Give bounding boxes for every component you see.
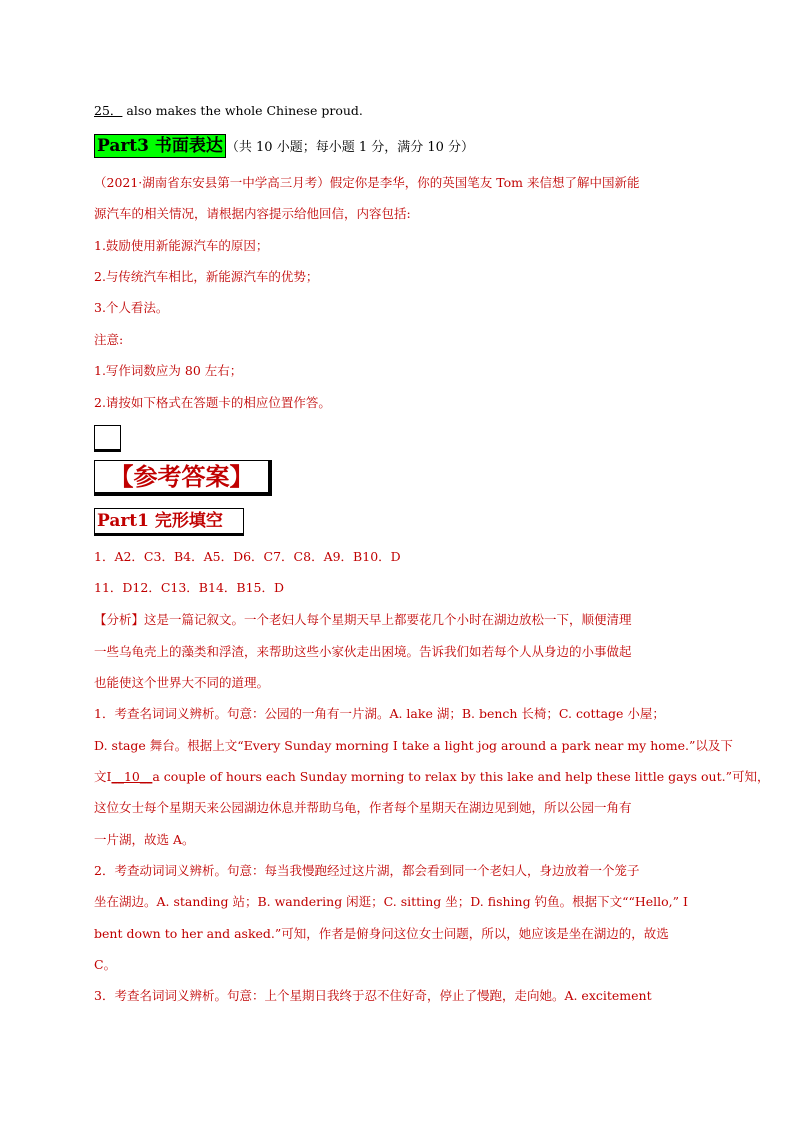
analysis-first-line [94,611,632,629]
explanation-line: 2．考查动词词义辨析。句意：每当我慢跑经过这片湖，都会看到同一个老妇人，身边放着一个笼子 [94,863,640,878]
analysis-text: 这是一篇记叙文。一个老妇人每个星期天早上都要花几个小时在湖边放松一下，顺便清理 [144,612,632,627]
explanation-line: D. stage 舞台。根据上文“Every Sunday morning I take a light jog around a park near my home.”以及下 [94,738,733,753]
explanation-line: C。 [94,957,117,972]
reference-answer-banner: 【参考答案】 [94,460,272,496]
question-text: also makes the whole Chinese proud. [122,103,363,118]
explanation-post: a couple of hours each Sunday morning to relax by this lake and help these little gays out.”可知， [152,769,770,784]
blank-10: __10__ [111,769,153,784]
explanation-pre: 文I [94,769,112,784]
part3-score-note: （共 10 小题；每小题 1 分，满分 10 分） [225,140,475,155]
empty-checkbox-box [94,425,121,452]
answer-key-line: 1．A2．C3．B4．A5．D6．C7．C8．A9．B10．D [94,549,401,564]
question-number: 25． [94,103,123,118]
explanation-line: bent down to her and asked.”可知，作者是俯身问这位女士问题，所以，她应该是坐在湖边的，故选 [94,926,669,941]
explanation-line-with-blank [94,768,770,786]
part1-title: Part1 完形填空 [94,508,244,536]
writing-prompt-line: （2021·湖南省东安县第一中学高三月考）假定你是李华，你的英国笔友 Tom 来信想了解中国新能 [94,175,640,190]
writing-prompt-line: 2.与传统汽车相比，新能源汽车的优势； [94,269,319,284]
analysis-line: 也能使这个世界大不同的道理。 [94,675,270,690]
explanation-line: 坐在湖边。A. standing 站；B. wandering 闲逛；C. sitting 坐；D. fishing 钓鱼。根据下文““Hello,” I [94,894,688,909]
writing-prompt-line: 1.写作词数应为 80 左右； [94,363,243,378]
analysis-line: 一些乌龟壳上的藻类和浮渣，来帮助这些小家伙走出困境。告诉我们如若每个人从身边的小事做起 [94,644,632,659]
writing-prompt-line: 注意: [94,332,124,347]
part3-label: Part3 书面表达 [94,134,226,158]
explanation-line: 3．考查名词词义辨析。句意：上个星期日我终于忍不住好奇，停止了慢跑，走向她。A. excitement [94,988,652,1003]
writing-prompt-line: 2.请按如下格式在答题卡的相应位置作答。 [94,395,331,410]
explanation-line: 这位女士每个星期天来公园湖边休息并帮助乌龟，作者每个星期天在湖边见到她，所以公园一角有 [94,800,632,815]
part3-heading [94,134,474,158]
explanation-line: 1．考查名词词义辨析。句意：公园的一角有一片湖。A. lake 湖；B. bench 长椅；C. cottage 小屋； [94,706,665,721]
question-25 [94,102,363,120]
explanation-line: 一片湖，故选 A。 [94,832,195,847]
answer-key-line: 11．D12．C13．B14．B15．D [94,580,285,595]
writing-prompt-line: 1.鼓励使用新能源汽车的原因； [94,238,269,253]
writing-prompt-line: 源汽车的相关情况，请根据内容提示给他回信，内容包括: [94,206,411,221]
writing-prompt-line: 3.个人看法。 [94,300,169,315]
analysis-tag: 【分析】 [94,612,145,627]
